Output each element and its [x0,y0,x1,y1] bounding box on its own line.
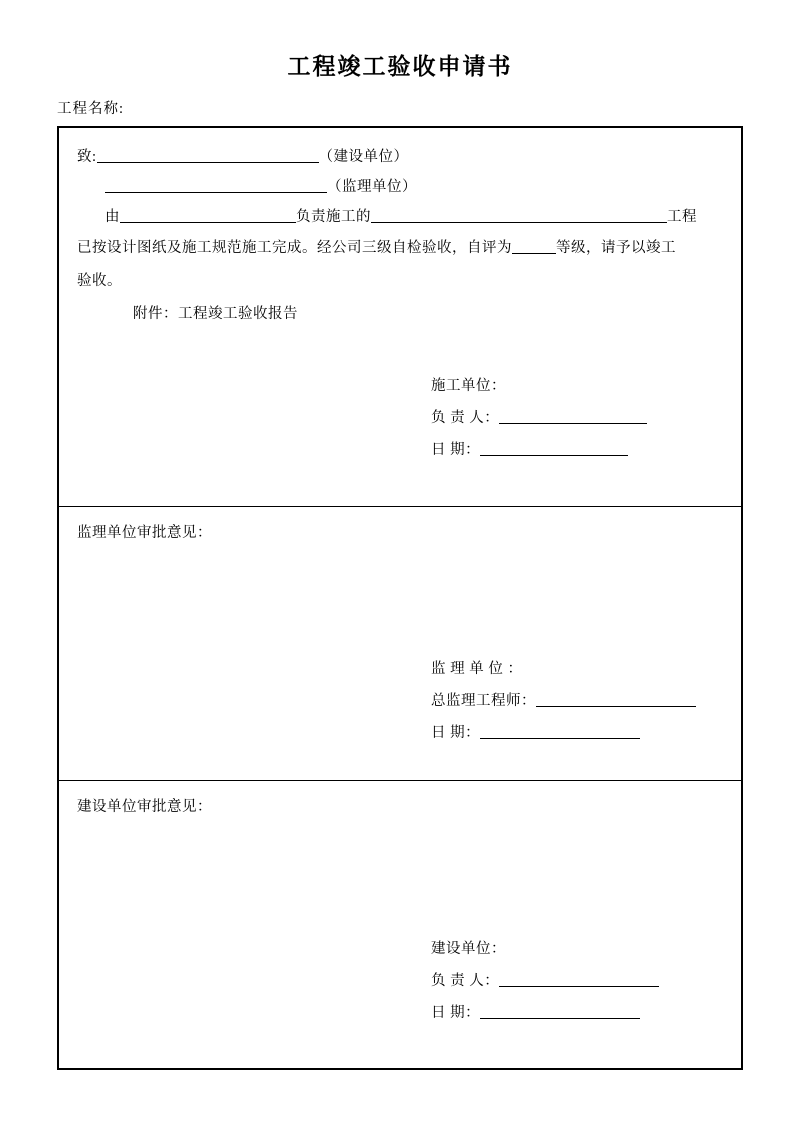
to-label: 致: [77,149,97,165]
project-blank[interactable] [371,205,667,223]
body-text-1: 已按设计图纸及施工规范施工完成。经公司三级自检验收，自评为 [77,240,512,256]
section1-signature-block [431,370,647,466]
supervisor-blank[interactable] [105,175,327,193]
project-name-label: 工程名称: [57,101,125,117]
supervision-unit-label: 监 理 单 位 ： [431,661,523,677]
body-line-2: 验收。 [77,273,122,289]
form-table [57,126,743,1070]
by-label: 由 [105,209,120,225]
owner-date-label: 日 期： [431,1005,481,1021]
supervision-date-blank[interactable] [480,721,640,739]
by-line [77,202,723,232]
sig-date-blank[interactable] [480,438,628,456]
contractor-blank[interactable] [120,205,296,223]
sig-date-row [431,434,647,466]
section-owner-opinion [59,780,741,1068]
owner-person-row [431,965,659,997]
owner-date-row [431,997,659,1029]
sig-date-label: 日 期： [431,442,481,458]
sig-construction-unit-row [431,370,647,402]
supervision-date-row [431,717,696,749]
owner-unit-label: 建设单位： [431,941,506,957]
responsible-label: 负责施工的 [296,209,371,225]
owner-date-blank[interactable] [480,1001,640,1019]
owner-unit-row [431,933,659,965]
sig-construction-unit-label: 施工单位： [431,378,506,394]
document-page [0,48,800,1139]
chief-engineer-label: 总监理工程师： [431,693,536,709]
sig-person-label: 负 责 人： [431,410,500,426]
supervision-heading: 监理单位审批意见： [77,525,212,541]
project-suffix: 工程 [667,209,697,225]
to-suffix: （建设单位） [318,149,409,165]
supervision-unit-row [431,653,696,685]
section-application [59,128,741,506]
section3-signature-block [431,933,659,1029]
to-blank[interactable] [97,145,319,163]
body-line-1 [77,232,723,265]
supervisor-line [77,172,723,202]
chief-engineer-blank[interactable] [536,689,696,707]
page-title: 工程竣工验收申请书 [287,53,513,79]
supervisor-suffix: （监理单位） [327,179,417,195]
to-line [77,142,723,172]
grade-blank[interactable] [512,236,556,254]
owner-person-blank[interactable] [499,969,659,987]
section-supervision-opinion [59,506,741,780]
owner-person-label: 负 责 人： [431,973,500,989]
chief-engineer-row [431,685,696,717]
section2-signature-block [431,653,696,749]
owner-heading: 建设单位审批意见： [77,799,212,815]
sig-person-row [431,402,647,434]
supervision-date-label: 日 期： [431,725,481,741]
grade-suffix: 等级，请予以竣工 [556,240,676,256]
attachment-line: 附件：工程竣工验收报告 [133,306,298,322]
sig-person-blank[interactable] [499,406,647,424]
